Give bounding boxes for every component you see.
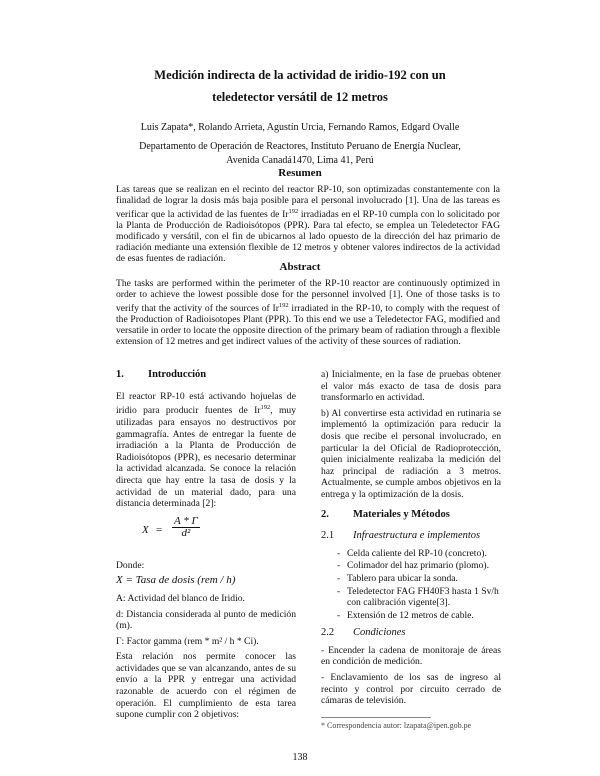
formula-equals: = [156, 523, 163, 536]
resumen-heading: Resumen [278, 167, 322, 179]
list-item: - Colimador del haz primario (plomo). [321, 560, 501, 572]
materials-list [321, 548, 501, 622]
left-column [116, 369, 296, 725]
formula-denominator: d² [181, 527, 191, 540]
section-2-1-heading [321, 530, 501, 542]
condition-2: - Enclavamiento de los sas de ingreso al recinto y control por circuito cerrado de cámaras de televisión. [321, 672, 501, 707]
section-1-number: 1. [116, 369, 124, 380]
title-line-1: Medición indirecta de la actividad de iridio-192 con un [154, 68, 446, 82]
dose-rate-formula [142, 516, 296, 552]
author-list: Luis Zapata*, Rolando Arrieta, Agustín Urcia, Fernando Ramos, Edgard Ovalle [140, 122, 460, 133]
donde-label: Donde: [116, 559, 145, 571]
abstract-heading: Abstract [279, 261, 321, 273]
section-2-1-number: 2.1 [321, 530, 335, 542]
section-1-heading [116, 369, 296, 381]
resumen-text: Las tareas que se realizan en el recinto del reactor RP-10, son optimizadas constantemente con la finalidad de lograr la dosis más baja posible para el personal involucrado [1]. Una de las tareas es verificar que la actividad de las fuentes de Ir$^{192}$ irradiadas en el RP-10 cumpla con lo solicitado por la Planta de Producción de Radioisótopos (PPR). Para tal efecto, se emplea un Teledetector FAG modificado y versátil, con el fin de ubicarnos al lado opuesto de la dirección del haz primario de radiación mediante una extensión flexible de 12 metros y obtener valores indirectos de la actividad de esas fuentes de radiación. [116, 184, 500, 265]
right-column [321, 369, 501, 731]
title-line-2: teledetector versátil de 12 metros [212, 90, 388, 104]
formula-fraction [172, 516, 200, 540]
page-number: 138 [292, 752, 308, 763]
objective-a: a) Inicialmente, en la fase de pruebas obtener el valor más exacto de tasa de dosis para transformarlo en actividad. [321, 369, 501, 404]
section-2-title: Materiales y Métodos [353, 508, 450, 520]
abstract-text: The tasks are performed within the perimeter of the RP-10 reactor are continuously optimized in order to achieve the lowest possible dose for the personnel involved [1]. One of those tasks is to verify that the activity of the sources of Ir$^{192}$ irradiated in the RP-10, to comply with the request of the Production of Radioisotopes Plant (PPR). To this end we use a Teledetector FAG, modified and versatile in order to locate the opposite direction of the primary beam of radiation through a flexible extension of 12 metres and get indirect values of the activity of these sources of radiation. [116, 278, 500, 348]
list-item: - Extensión de 12 metros de cable. [321, 610, 501, 622]
section-2-1-title: Infraestructura e implementos [353, 530, 481, 542]
affiliation [0, 140, 600, 168]
section-1-title: Introducción [148, 369, 207, 380]
list-item: - Tablero para ubicar la sonda. [321, 573, 501, 585]
section-2-2-title: Condiciones [353, 627, 406, 639]
section-2-number: 2. [321, 508, 329, 520]
footnote-divider [321, 717, 431, 718]
definition-a: A: Actividad del blanco de Iridio. [116, 592, 245, 604]
section-2-heading [321, 509, 501, 521]
formula-lhs: X [142, 523, 149, 536]
list-item: - Teledetector FAG FH40F3 hasta 1 Sv/h con calibración vigente[3]. [321, 586, 501, 609]
list-item: - Celda caliente del RP-10 (concreto). [321, 548, 501, 560]
objective-b: b) Al convertirse esta actividad en rutinaria se implementó la optimización para reducir la dosis que recibe el personal involucrado, en particular la del Oficial de Radioprotección, quien inicialmente realizaba la medición del haz principal de radiación a 3 metros. Actualmente, se cumple ambos objetivos en la entrega y la optimización de la dosis. [321, 407, 501, 500]
dose-rate-definition: X = Tasa de dosis (rem / h) [116, 574, 236, 587]
intro-paragraph-2: Esta relación nos permite conocer las actividades que se van alcanzando, antes de su envío a la PPR y entregar una actividad razonable de acuerdo con el régimen de operación. El cumplimiento de esta tarea supone cumplir con 2 objetivos: [116, 651, 296, 721]
section-2-2-number: 2.2 [321, 627, 335, 639]
affiliation-line-2: Avenida Canadá1470, Lima 41, Perú [226, 155, 374, 166]
definition-d: d: Distancia considerada al punto de medición (m). [116, 608, 296, 632]
section-2-2-heading [321, 627, 501, 639]
condition-1: - Encender la cadena de monitoraje de áreas en condición de medición. [321, 644, 501, 668]
formula-numerator: A * Γ [174, 514, 198, 527]
footnote: * Correspondencia autor: lzapata@ipen.gob.pe [321, 720, 472, 730]
definition-gamma: Γ: Factor gamma (rem * m² / h * Ci). [116, 635, 259, 647]
intro-paragraph-1: El reactor RP-10 está activando hojuelas de iridio para producir fuentes de Ir$^{192}$, muy utilizadas para ensayos no destructivos por gammagrafía. Antes de entregar la fuente de irradiación a la Planta de Producción de Radioisótopos (PPR), es necesario determinar la actividad alcanzada. Se conoce la relación directa que hay entre la tasa de dosis y la actividad de un material dado, para una distancia determinada [2]: [116, 390, 296, 510]
paper-title [0, 64, 600, 108]
affiliation-line-1: Departamento de Operación de Reactores, Instituto Peruano de Energía Nuclear, [139, 141, 461, 152]
